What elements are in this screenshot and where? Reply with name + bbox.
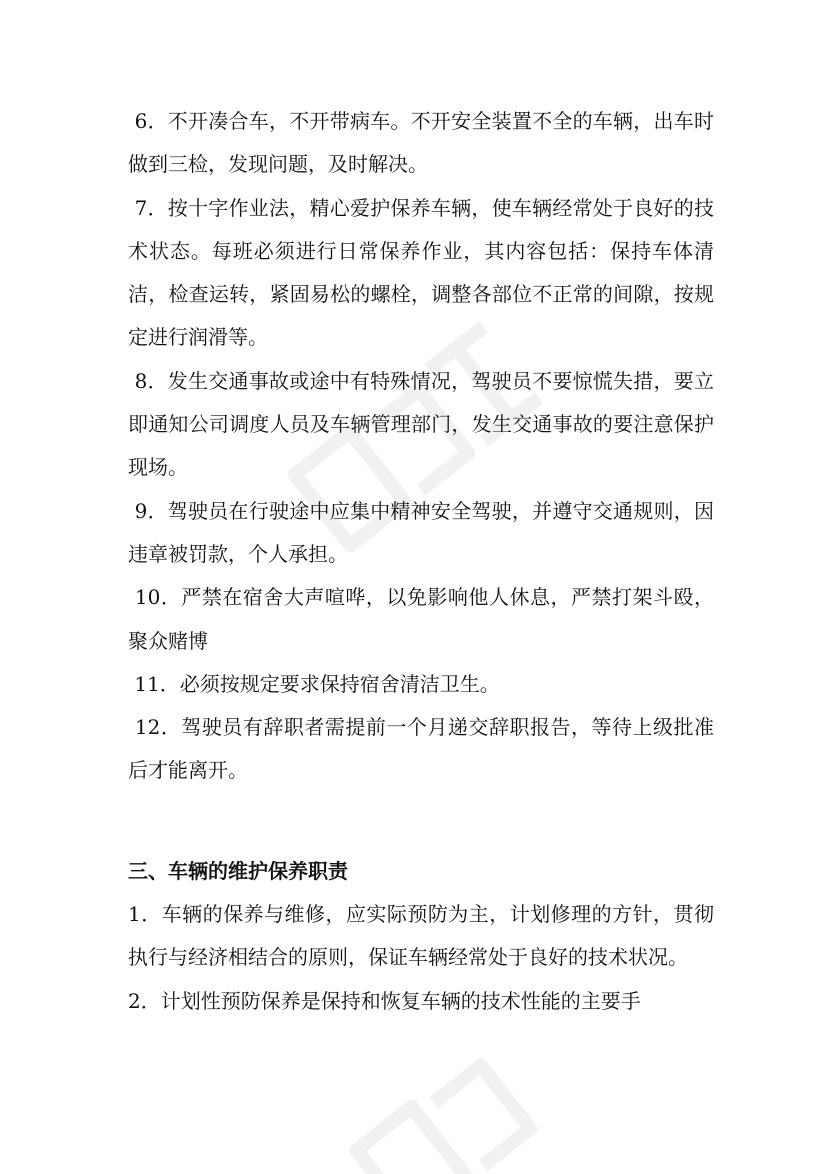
paragraph-item-11: 11．必须按规定要求保持宿舍清洁卫生。 — [128, 671, 500, 696]
section-gap — [128, 793, 714, 850]
paragraph-section3-item-2: 2．计划性预防保养是保持和恢复车辆的技术性能的主要手 — [128, 988, 641, 1013]
watermark-mark-lower — [357, 1058, 531, 1174]
paragraph-item-10: 10．严禁在宿舍大声喧哗，以免影响他人休息，严禁打架斗殴，聚众赌博 — [128, 585, 715, 653]
paragraph-section3-item-1: 1．车辆的保养与维修，应实际预防为主，计划修理的方针，贯彻执行与经济相结合的原则，保证车辆经常处于良好的技术状况。 — [128, 902, 714, 970]
section-heading: 三、车辆的维护保养职责 — [128, 858, 348, 883]
paragraph-item-8: 8．发生交通事故或途中有特殊情况，驾驶员不要惊慌失措，要立即通知公司调度人员及车辆管理部门，发生交通事故的要注意保护现场。 — [128, 368, 715, 480]
paragraph-item-7: 7．按十字作业法，精心爱护保养车辆，使车辆经常处于良好的技术状态。每班必须进行日常保养作业，其内容包括：保持车体清洁，检查运转，紧固易松的螺栓，调整各部位不正常的间隙，按规定进行润滑等。 — [128, 195, 715, 350]
paragraph-item-9: 9．驾驶员在行驶途中应集中精神安全驾驶，并遵守交通规则，因违章被罚款，个人承担。 — [128, 498, 715, 566]
paragraph-item-6: 6．不开凑合车，不开带病车。不开安全装置不全的车辆，出车时做到三检，发现问题，及时解决。 — [128, 109, 715, 177]
paragraph-item-12: 12．驾驶员有辞职者需提前一个月递交辞职报告，等待上级批准后才能离开。 — [128, 715, 715, 783]
document-body — [128, 100, 714, 1023]
